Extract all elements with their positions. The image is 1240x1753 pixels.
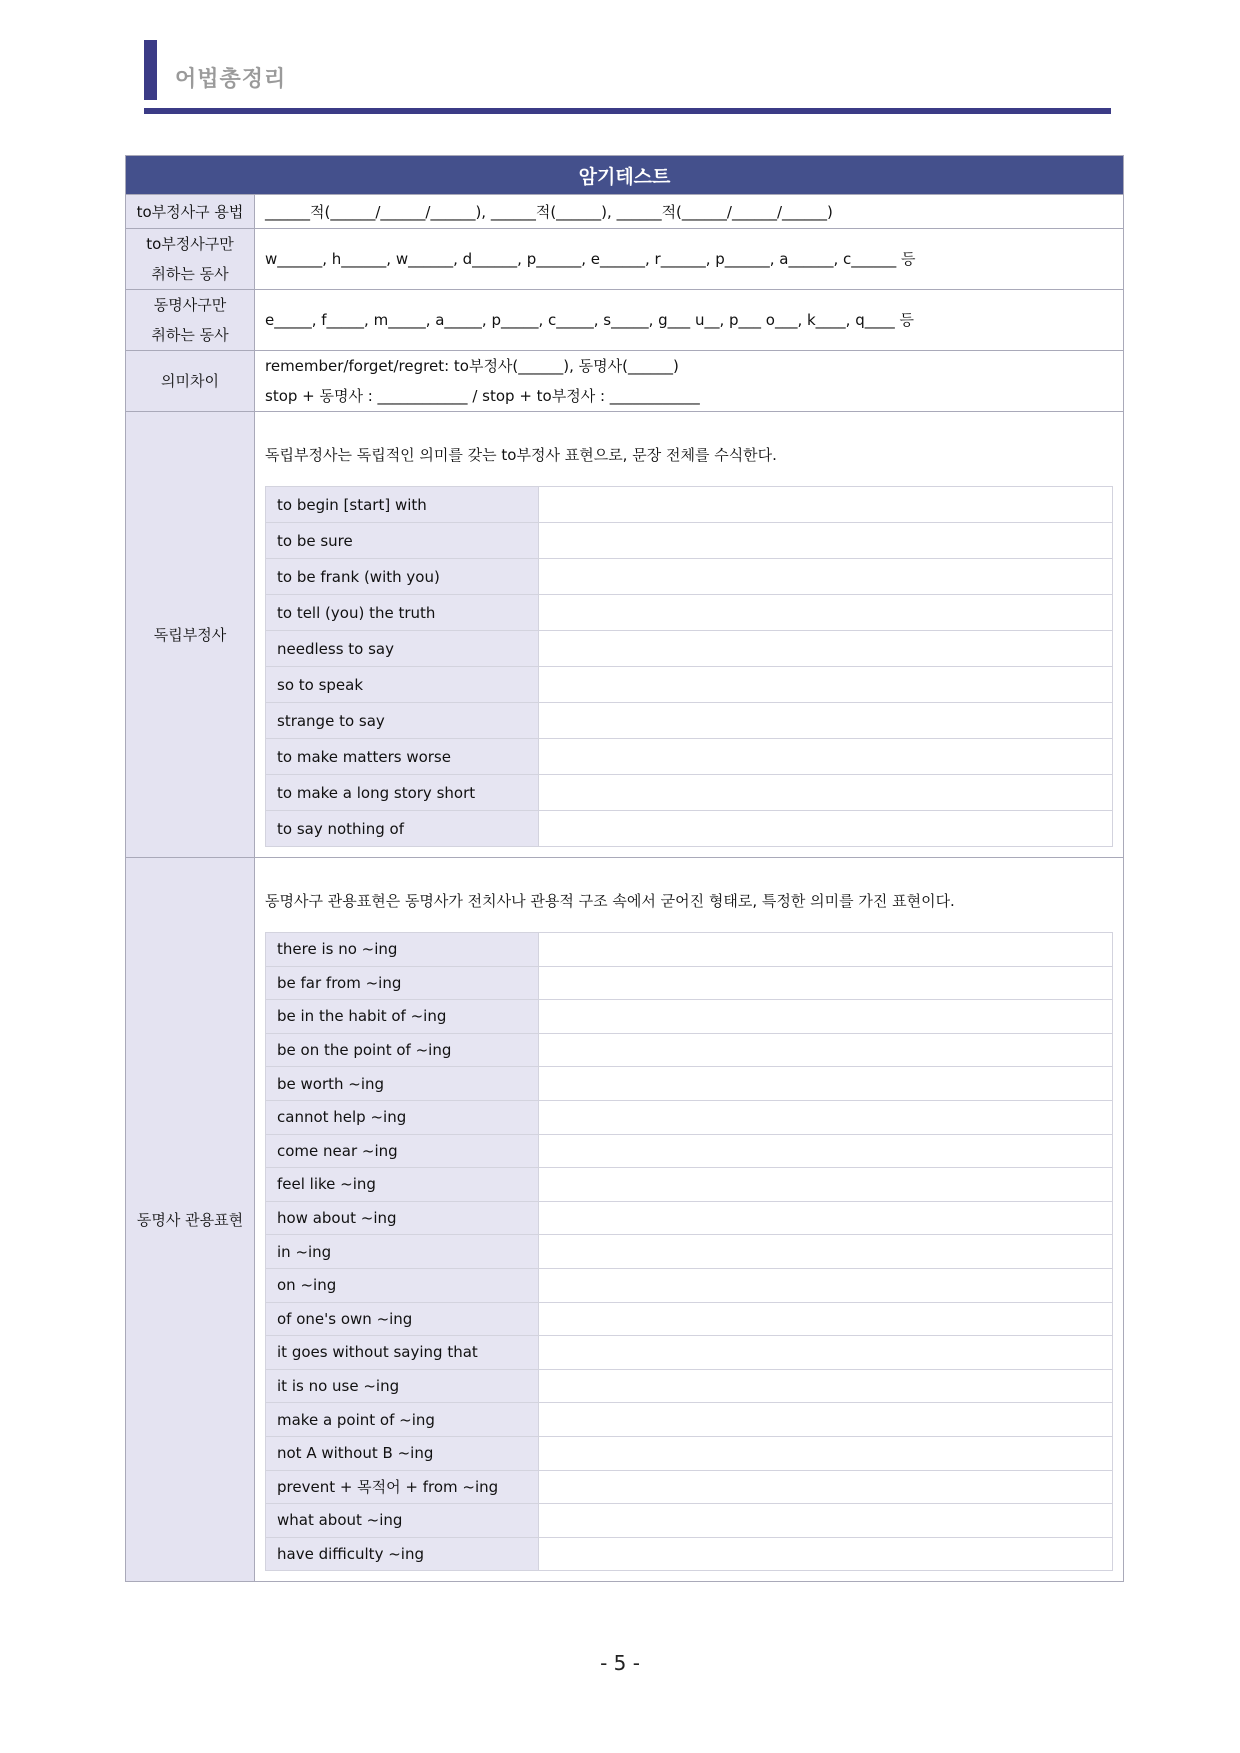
answer-blank-cell[interactable] — [539, 1537, 1113, 1571]
table-row — [266, 1470, 1113, 1504]
table-row — [266, 739, 1113, 775]
answer-blank-cell[interactable] — [539, 703, 1113, 739]
table-row — [266, 1268, 1113, 1302]
table-row — [266, 933, 1113, 967]
answer-blank-cell[interactable] — [539, 1067, 1113, 1101]
answer-blank-cell[interactable] — [539, 667, 1113, 703]
row-label-meaning-difference: 의미차이 — [126, 351, 255, 412]
answer-blank-cell[interactable] — [539, 1470, 1113, 1504]
expression-cell: to be sure — [266, 523, 539, 559]
expression-cell: to tell (you) the truth — [266, 595, 539, 631]
table-row — [266, 1369, 1113, 1403]
gerund-idioms-table — [265, 932, 1113, 1571]
expression-cell: to make matters worse — [266, 739, 539, 775]
expression-cell: be on the point of ~ing — [266, 1033, 539, 1067]
expression-cell: in ~ing — [266, 1235, 539, 1269]
header-rule — [144, 108, 1111, 114]
expression-cell: to begin [start] with — [266, 487, 539, 523]
answer-blank-cell[interactable] — [539, 559, 1113, 595]
table-row — [266, 703, 1113, 739]
answer-blank-cell[interactable] — [539, 595, 1113, 631]
expression-cell: be far from ~ing — [266, 966, 539, 1000]
table-row — [266, 559, 1113, 595]
expression-cell: make a point of ~ing — [266, 1403, 539, 1437]
label-line: to부정사구만 — [146, 235, 234, 253]
answer-blank-cell[interactable] — [539, 1369, 1113, 1403]
answer-blank-cell[interactable] — [539, 811, 1113, 847]
answer-blank-cell[interactable] — [539, 1336, 1113, 1370]
table-row — [266, 1134, 1113, 1168]
table-row — [266, 1033, 1113, 1067]
expression-cell: cannot help ~ing — [266, 1100, 539, 1134]
independent-infinitive-table — [265, 486, 1113, 847]
row-content-gerund-verbs: e_____, f_____, m_____, a_____, p_____, c_____, s_____, g___ u__, p___ o___, k____, q____ 등 — [255, 290, 1124, 351]
expression-cell: come near ~ing — [266, 1134, 539, 1168]
answer-blank-cell[interactable] — [539, 1033, 1113, 1067]
answer-blank-cell[interactable] — [539, 739, 1113, 775]
row-content-to-infinitive-usage: ______적(______/______/______), ______적(______), ______적(______/______/______) — [255, 195, 1124, 229]
section-gerund-idioms — [255, 858, 1124, 1582]
expression-cell: how about ~ing — [266, 1201, 539, 1235]
row-label-to-infinitive-usage: to부정사구 용법 — [126, 195, 255, 229]
expression-cell: to be frank (with you) — [266, 559, 539, 595]
expression-cell: needless to say — [266, 631, 539, 667]
table-row — [266, 966, 1113, 1000]
answer-blank-cell[interactable] — [539, 1100, 1113, 1134]
answer-blank-cell[interactable] — [539, 1168, 1113, 1202]
table-row — [266, 1436, 1113, 1470]
expression-cell: it is no use ~ing — [266, 1369, 539, 1403]
expression-cell: be worth ~ing — [266, 1067, 539, 1101]
label-line: 취하는 동사 — [151, 326, 229, 344]
table-row — [266, 1100, 1113, 1134]
table-row — [266, 595, 1113, 631]
answer-blank-cell[interactable] — [539, 1504, 1113, 1538]
answer-blank-cell[interactable] — [539, 775, 1113, 811]
answer-blank-cell[interactable] — [539, 1436, 1113, 1470]
table-row — [266, 811, 1113, 847]
expression-cell: what about ~ing — [266, 1504, 539, 1538]
answer-blank-cell[interactable] — [539, 523, 1113, 559]
row-label-gerund-verbs — [126, 290, 255, 351]
page-number: - 5 - — [600, 1651, 640, 1675]
section-intro-text: 독립부정사는 독립적인 의미를 갖는 to부정사 표현으로, 문장 전체를 수식한다. — [265, 446, 777, 464]
header-accent-bar — [144, 40, 157, 100]
expression-cell: prevent + 목적어 + from ~ing — [266, 1470, 539, 1504]
expression-cell: it goes without saying that — [266, 1336, 539, 1370]
expression-cell: to make a long story short — [266, 775, 539, 811]
answer-blank-cell[interactable] — [539, 1201, 1113, 1235]
row-label-to-infinitive-verbs — [126, 229, 255, 290]
row-content-to-infinitive-verbs: w______, h______, w______, d______, p______, e______, r______, p______, a______, c______ 등 — [255, 229, 1124, 290]
table-title: 암기테스트 — [126, 156, 1124, 195]
memorization-test-table — [125, 155, 1124, 1582]
expression-cell: not A without B ~ing — [266, 1436, 539, 1470]
row-label-gerund-idioms: 동명사 관용표현 — [126, 858, 255, 1582]
answer-blank-cell[interactable] — [539, 966, 1113, 1000]
label-line: 취하는 동사 — [151, 265, 229, 283]
table-row — [266, 1336, 1113, 1370]
expression-cell: there is no ~ing — [266, 933, 539, 967]
meaning-line-2: stop + 동명사 : ____________ / stop + to부정사 : ____________ — [265, 387, 700, 405]
expression-cell: be in the habit of ~ing — [266, 1000, 539, 1034]
table-row — [266, 1201, 1113, 1235]
answer-blank-cell[interactable] — [539, 1000, 1113, 1034]
section-independent-infinitive — [255, 412, 1124, 858]
answer-blank-cell[interactable] — [539, 933, 1113, 967]
table-row — [266, 1302, 1113, 1336]
expression-cell: feel like ~ing — [266, 1168, 539, 1202]
table-row — [266, 1537, 1113, 1571]
answer-blank-cell[interactable] — [539, 1235, 1113, 1269]
table-row — [266, 1000, 1113, 1034]
meaning-line-1: remember/forget/regret: to부정사(______), 동명사(______) — [265, 357, 679, 375]
answer-blank-cell[interactable] — [539, 1403, 1113, 1437]
table-row — [266, 523, 1113, 559]
table-row — [266, 667, 1113, 703]
table-row — [266, 631, 1113, 667]
answer-blank-cell[interactable] — [539, 1268, 1113, 1302]
expression-cell: on ~ing — [266, 1268, 539, 1302]
expression-cell: of one's own ~ing — [266, 1302, 539, 1336]
expression-cell: have difficulty ~ing — [266, 1537, 539, 1571]
expression-cell: to say nothing of — [266, 811, 539, 847]
table-row — [266, 487, 1113, 523]
table-row — [266, 1504, 1113, 1538]
answer-blank-cell[interactable] — [539, 487, 1113, 523]
table-row — [266, 1168, 1113, 1202]
label-line: 동명사구만 — [153, 296, 227, 314]
table-row — [266, 1403, 1113, 1437]
row-label-independent-infinitive: 독립부정사 — [126, 412, 255, 858]
table-row — [266, 1235, 1113, 1269]
section-intro-text: 동명사구 관용표현은 동명사가 전치사나 관용적 구조 속에서 굳어진 형태로, 특정한 의미를 가진 표현이다. — [265, 892, 955, 910]
answer-blank-cell[interactable] — [539, 1134, 1113, 1168]
row-content-meaning-difference — [255, 351, 1124, 412]
expression-cell: strange to say — [266, 703, 539, 739]
header-title: 어법총정리 — [175, 67, 287, 92]
answer-blank-cell[interactable] — [539, 1302, 1113, 1336]
answer-blank-cell[interactable] — [539, 631, 1113, 667]
expression-cell: so to speak — [266, 667, 539, 703]
table-row — [266, 1067, 1113, 1101]
table-row — [266, 775, 1113, 811]
